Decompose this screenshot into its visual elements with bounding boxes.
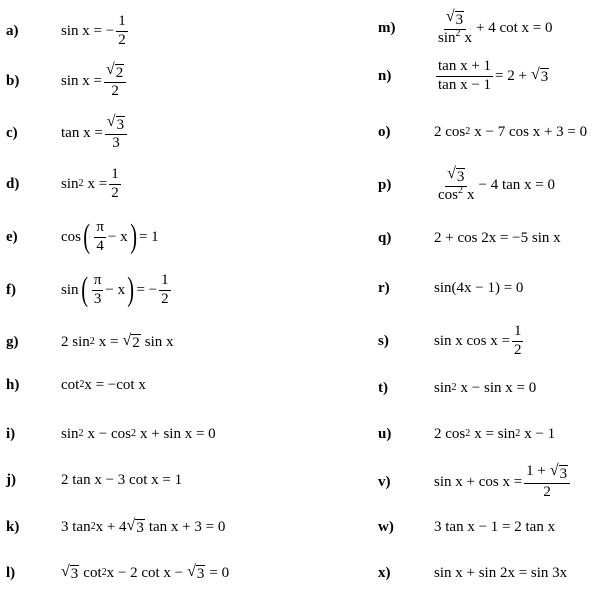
label-a: a)	[6, 22, 19, 39]
equation-s-lhs: sin x cos x =	[434, 332, 510, 349]
sqrt: √ 3	[106, 112, 125, 133]
fraction-denominator: 2	[161, 290, 169, 307]
label-l: l)	[6, 564, 16, 581]
equation-row-n	[300, 56, 605, 96]
fraction-numerator: 1 + √ 3	[524, 463, 570, 485]
equation-row-c	[0, 113, 300, 153]
equation-n-tail: = 2 +	[495, 67, 527, 84]
label-f: f)	[6, 281, 16, 298]
equation-row-v	[300, 462, 605, 502]
label-v: v)	[378, 473, 391, 490]
left-paren: (	[83, 218, 91, 255]
fraction-numerator	[445, 166, 467, 188]
fraction-denominator: 2	[111, 184, 119, 201]
equation-d-fraction	[109, 167, 121, 202]
equation-o: 2 cos 2 x − 7 cos x + 3 = 0	[434, 123, 588, 140]
equation-e-tail: − x	[107, 228, 128, 245]
equation-row-f	[0, 270, 300, 310]
label-q: q)	[378, 229, 392, 246]
label-j: j)	[6, 471, 16, 488]
equation-f-fraction	[92, 273, 104, 308]
fraction-numerator	[104, 62, 126, 84]
sqrt: √ 3	[187, 563, 205, 583]
label-b: b)	[6, 72, 20, 89]
equation-p-tail: − 4 tan x = 0	[478, 176, 555, 193]
equation-s-fraction	[512, 324, 524, 359]
equation-part: x − 1	[524, 425, 556, 442]
equation-row-u	[300, 414, 605, 454]
equation-part: = 0	[209, 564, 230, 581]
equation-u: 2 cos 2 x = sin 2 x − 1	[434, 425, 556, 442]
fraction-denominator: $\cos^2 x$	[438, 185, 475, 204]
equation-row-m	[300, 8, 605, 48]
label-n: n)	[378, 67, 392, 84]
fraction-numerator: π	[92, 273, 104, 291]
equation-row-j	[0, 460, 300, 500]
equation-row-e	[0, 217, 300, 257]
equation-c-lhs: tan x =	[61, 124, 103, 141]
equation-row-a	[0, 11, 300, 51]
equation-part: sin	[434, 379, 452, 396]
equation-x: sin x + sin 2x = sin 3x	[434, 564, 568, 581]
equation-w: 3 tan x − 1 = 2 tan x	[434, 518, 556, 535]
fn-text: sin	[61, 175, 79, 192]
fraction-numerator: 1	[159, 273, 171, 291]
label-x: x)	[378, 564, 391, 581]
equation-v-fraction	[524, 463, 570, 501]
label-e: e)	[6, 228, 18, 245]
sqrt: √ 3	[445, 7, 464, 28]
equation-p-fraction	[436, 166, 477, 204]
equation-b	[61, 62, 128, 100]
equation-part: x + 4	[95, 518, 127, 535]
right-paren: )	[129, 218, 137, 255]
equation-row-x	[300, 553, 605, 593]
fraction-denominator: 4	[96, 237, 104, 254]
equation-part: x + sin x = 0	[139, 425, 216, 442]
fraction-numerator: 1	[116, 14, 128, 32]
equation-a-lhs: sin x = −	[61, 22, 115, 39]
label-w: w)	[378, 518, 394, 535]
equation-e	[61, 220, 159, 255]
equation-part: 3 tan	[61, 518, 91, 535]
label-d: d)	[6, 175, 20, 192]
equation-row-p	[300, 165, 605, 205]
equation-row-w	[300, 507, 605, 547]
fraction-numerator: π	[94, 220, 106, 238]
label-u: u)	[378, 425, 392, 442]
fraction-denominator: 2	[543, 484, 551, 501]
fraction-denominator: 3	[112, 135, 120, 152]
equation-row-k	[0, 507, 300, 547]
equation-part: x − cos	[87, 425, 131, 442]
fn-text: cos	[61, 228, 81, 245]
equation-d-rest: x =	[87, 175, 108, 192]
sqrt: √ 3	[447, 164, 465, 185]
equation-part: 2 sin	[61, 333, 90, 350]
equation-row-b	[0, 61, 300, 101]
equation-p	[434, 166, 555, 204]
equation-c-fraction	[105, 114, 127, 152]
label-p: p)	[378, 176, 392, 193]
equation-s	[434, 324, 525, 359]
fraction-denominator: 2	[513, 341, 522, 358]
equation-m-fraction	[436, 9, 474, 47]
sqrt: √ 2	[122, 332, 140, 352]
equation-e-rhs: = 1	[138, 228, 159, 245]
label-i: i)	[6, 425, 16, 442]
fraction-numerator: 1	[109, 167, 121, 185]
equation-f-rhs-fraction	[159, 273, 171, 308]
equation-f-rhs: = −	[136, 281, 158, 298]
equation-part: 2 cos	[434, 425, 466, 442]
equation-v	[434, 463, 572, 501]
equation-m-tail: + 4 cot x = 0	[476, 19, 553, 36]
label-g: g)	[6, 333, 19, 350]
equation-row-r	[300, 268, 605, 308]
fraction-denominator: 2	[118, 31, 126, 48]
label-o: o)	[378, 123, 391, 140]
equation-r: sin(4x − 1) = 0	[434, 279, 524, 296]
equation-j: 2 tan x − 3 cot x = 1	[61, 471, 183, 488]
equation-part: cot	[83, 564, 102, 581]
label-h: h)	[6, 376, 20, 393]
equation-row-i	[0, 414, 300, 454]
equation-row-t	[300, 368, 605, 408]
sqrt: √ 3	[61, 563, 79, 583]
equation-part: tan x + 3 = 0	[148, 518, 226, 535]
equation-b-lhs: sin x =	[61, 72, 102, 89]
fraction-numerator	[105, 114, 127, 136]
fraction-numerator	[444, 9, 466, 31]
label-s: s)	[378, 332, 389, 349]
equation-f	[61, 273, 173, 308]
equation-row-s	[300, 321, 605, 361]
left-paren: (	[80, 271, 88, 308]
fraction-denominator: 2	[111, 83, 119, 100]
equation-t: sin 2 x − sin x = 0	[434, 379, 537, 396]
equation-k: 3 tan 2 x + 4 √ 3 tan x + 3 = 0	[61, 517, 226, 537]
equation-n-fraction	[436, 59, 493, 94]
equation-h: cot 2 x = −cot x	[61, 376, 146, 393]
equation-part: x = −cot x	[84, 376, 146, 393]
equation-f-tail: − x	[105, 281, 126, 298]
equation-e-fraction	[94, 220, 106, 255]
fraction-denominator: $\sin^2 x$	[438, 28, 473, 47]
equation-part: sin x	[144, 333, 174, 350]
equation-row-q	[300, 218, 605, 258]
equation-part: 2 cos	[434, 123, 466, 140]
equation-l: √ 3 cot 2 x − 2 cot x − √ 3 = 0	[61, 563, 230, 583]
equation-part: cot	[61, 376, 80, 393]
equation-row-d	[0, 164, 300, 204]
equation-part: x − sin x = 0	[460, 379, 537, 396]
sqrt: √ 2	[105, 60, 124, 81]
fn-text: sin	[61, 281, 79, 298]
equation-a	[61, 14, 130, 49]
equation-row-l	[0, 553, 300, 593]
label-m: m)	[378, 19, 396, 36]
equation-a-fraction	[116, 14, 128, 49]
right-paren: )	[127, 271, 135, 308]
equation-part: x − 7 cos x + 3 = 0	[474, 123, 588, 140]
fraction-denominator: tan x − 1	[438, 76, 492, 93]
fraction-denominator: 3	[93, 290, 102, 307]
equation-v-lhs: sin x + cos x =	[434, 473, 523, 490]
label-k: k)	[6, 518, 20, 535]
fraction-numerator: 1	[512, 324, 524, 342]
equation-c	[61, 114, 129, 152]
equation-m	[434, 9, 553, 47]
equation-part: x =	[98, 333, 119, 350]
sqrt: √ 3	[549, 461, 568, 482]
label-r: r)	[378, 279, 390, 296]
equation-row-h	[0, 365, 300, 405]
equation-d: sin 2 x = $\frac{1}{2}$	[61, 165, 119, 201]
sqrt: √ 3	[126, 517, 144, 537]
equation-part: sin	[61, 425, 79, 442]
equation-part: x = sin	[474, 425, 516, 442]
equation-q: 2 + cos 2x = −5 sin x	[434, 229, 561, 246]
equation-g: 2 sin 2 x = √ 2 sin x	[61, 332, 174, 352]
sqrt: √ 3	[530, 66, 549, 86]
equation-row-g	[0, 322, 300, 362]
equation-i: sin 2 x − cos 2 x + sin x = 0	[61, 425, 216, 442]
equation-part: x − 2 cot x −	[106, 564, 184, 581]
equation-b-fraction	[104, 62, 126, 100]
label-c: c)	[6, 124, 18, 141]
fraction-numerator: tan x + 1	[436, 59, 493, 77]
label-t: t)	[378, 379, 388, 396]
equation-n	[434, 59, 549, 94]
equation-row-o	[300, 112, 605, 152]
